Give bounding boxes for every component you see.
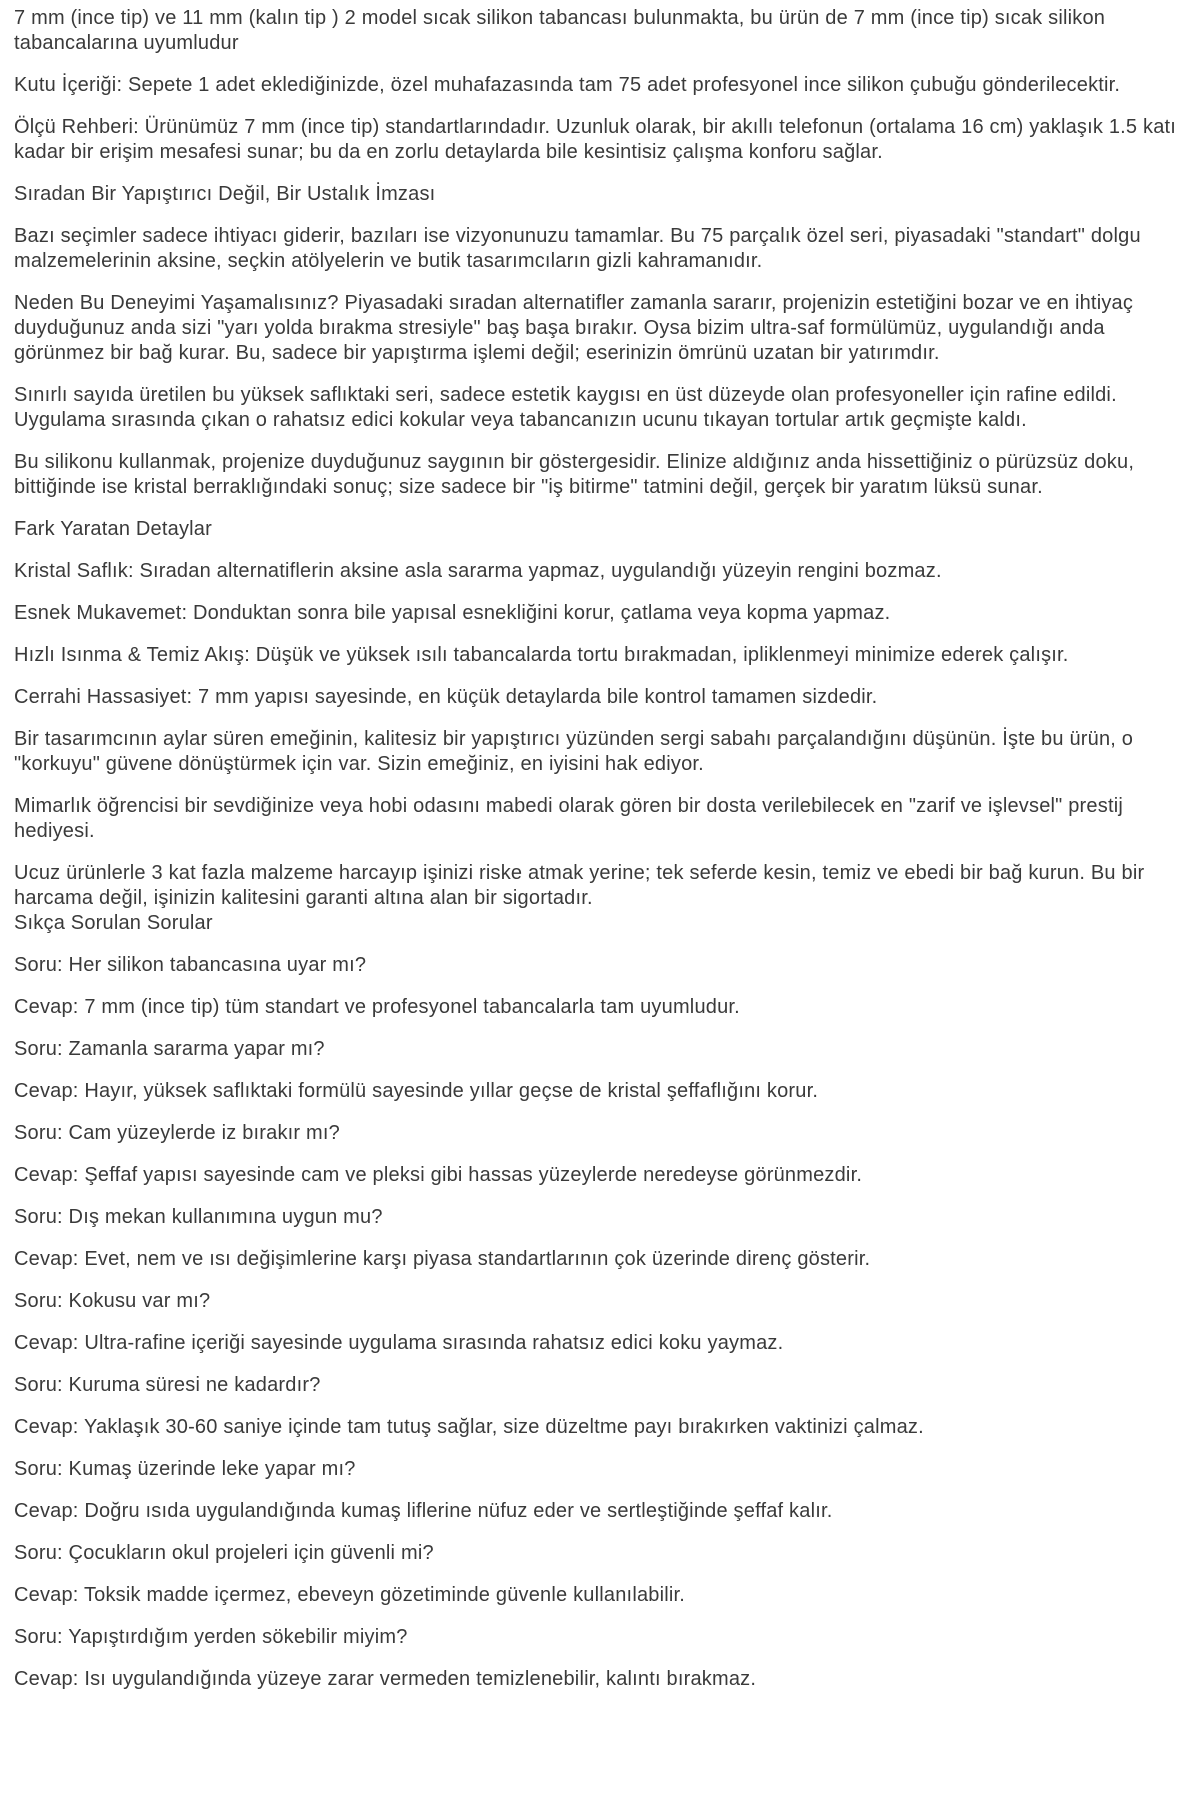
faq-answer: Cevap: Yaklaşık 30-60 saniye içinde tam tutuş sağlar, size düzeltme payı bırakırken vaktinizi çalmaz. xyxy=(14,1416,924,1438)
faq-answer: Cevap: 7 mm (ince tip) tüm standart ve profesyonel tabancalarla tam uyumludur. xyxy=(14,996,740,1018)
value-proposition: Ucuz ürünlerle 3 kat fazla malzeme harcayıp işinizi riske atmak yerine; tek seferde kesin, temiz ve ebedi bir bağ kurun. Bu bir harcama değil, işinizin kalitesini garanti altına alan bir sigortadır. xyxy=(14,862,1145,909)
box-contents: Kutu İçeriği: Sepete 1 adet eklediğinizde, özel muhafazasında tam 75 adet profesyonel ince silikon çubuğu gönderilecektir. xyxy=(14,74,1121,96)
faq-answer: Cevap: Evet, nem ve ısı değişimlerine karşı piyasa standartlarının çok üzerinde direnç gösterir. xyxy=(14,1248,871,1270)
why-experience: Neden Bu Deneyimi Yaşamalısınız? Piyasadaki sıradan alternatifler zamanla sararır, projenizin estetiğini bozar ve en ihtiyaç duyduğunuz anda sizi "yarı yolda bırakma stresiyle" baş başa bırakır. Oysa bizim ultra-saf formülümüz, uygulandığı anda görünmez bir bağ kurar. Bu, sadece bir yapıştırma işlemi değil; eserinizin ömrünü uzatan bir yatırımdır. xyxy=(14,292,1134,364)
feature-clean-flow: Hızlı Isınma & Temiz Akış: Düşük ve yüksek ısılı tabancalarda tortu bırakmadan, ipliklenmeyi minimize ederek çalışır. xyxy=(14,644,1069,666)
headline-details: Fark Yaratan Detaylar xyxy=(14,518,212,540)
limited-series: Sınırlı sayıda üretilen bu yüksek saflıktaki seri, sadece estetik kaygısı en üst düzeyde olan profesyoneller için rafine edildi. Uygulama sırasında çıkan o rahatsız edici kokular veya tabancanızın ucunu tıkayan tortular artık geçmişte kaldı. xyxy=(14,384,1117,431)
faq-question: Soru: Her silikon tabancasına uyar mı? xyxy=(14,954,367,976)
respect-paragraph: Bu silikonu kullanmak, projenize duyduğunuz saygının bir göstergesidir. Elinize aldığınız anda hissettiğiniz o pürüzsüz doku, bittiğinde ise kristal berraklığındaki sonuç; size sadece bir "iş bitirme" tatmini değil, gerçek bir yaratım lüksü sunar. xyxy=(14,451,1135,498)
faq-answer: Cevap: Toksik madde içermez, ebeveyn gözetiminde güvenle kullanılabilir. xyxy=(14,1584,686,1606)
faq-question: Soru: Yapıştırdığım yerden sökebilir miyim? xyxy=(14,1626,408,1648)
faq-answer: Cevap: Doğru ısıda uygulandığında kumaş liflerine nüfuz eder ve sertleştiğinde şeffaf kalır. xyxy=(14,1500,833,1522)
faq-question: Soru: Cam yüzeylerde iz bırakır mı? xyxy=(14,1122,340,1144)
headline-craftsmanship: Sıradan Bir Yapıştırıcı Değil, Bir Ustalık İmzası xyxy=(14,183,436,205)
faq-title: Sıkça Sorulan Sorular xyxy=(14,912,213,934)
faq-question: Soru: Çocukların okul projeleri için güvenli mi? xyxy=(14,1542,434,1564)
faq-question: Soru: Kumaş üzerinde leke yapar mı? xyxy=(14,1458,356,1480)
faq-section xyxy=(14,953,1185,1692)
feature-surgical-precision: Cerrahi Hassasiyet: 7 mm yapısı sayesinde, en küçük detaylarda bile kontrol tamamen sizdedir. xyxy=(14,686,878,708)
faq-question: Soru: Dış mekan kullanımına uygun mu? xyxy=(14,1206,383,1228)
size-guide: Ölçü Rehberi: Ürünümüz 7 mm (ince tip) standartlarındadır. Uzunluk olarak, bir akıllı telefonun (ortalama 16 cm) yaklaşık 1.5 katı kadar bir erişim mesafesi sunar; bu da en zorlu detaylarda bile kesintisiz çalışma konforu sağlar. xyxy=(14,116,1177,163)
faq-answer: Cevap: Şeffaf yapısı sayesinde cam ve pleksi gibi hassas yüzeylerde neredeyse görünmezdir. xyxy=(14,1164,863,1186)
faq-question: Soru: Kokusu var mı? xyxy=(14,1290,211,1312)
faq-question: Soru: Zamanla sararma yapar mı? xyxy=(14,1038,325,1060)
vision-paragraph: Bazı seçimler sadece ihtiyacı giderir, bazıları ise vizyonunuzu tamamlar. Bu 75 parçalık özel seri, piyasadaki "standart" dolgu malzemelerinin aksine, seçkin atölyelerin ve butik tasarımcıların gizli kahramanıdır. xyxy=(14,225,1141,272)
faq-answer: Cevap: Isı uygulandığında yüzeye zarar vermeden temizlenebilir, kalıntı bırakmaz. xyxy=(14,1668,757,1690)
faq-answer: Cevap: Ultra-rafine içeriği sayesinde uygulama sırasında rahatsız edici koku yaymaz. xyxy=(14,1332,784,1354)
gift-suggestion: Mimarlık öğrencisi bir sevdiğinize veya hobi odasını mabedi olarak gören bir dosta verilebilecek en "zarif ve işlevsel" prestij hediyesi. xyxy=(14,795,1123,842)
feature-crystal-purity: Kristal Saflık: Sıradan alternatiflerin aksine asla sararma yapmaz, uygulandığı yüzeyin rengini bozmaz. xyxy=(14,560,942,582)
feature-flexible-strength: Esnek Mukavemet: Donduktan sonra bile yapısal esnekliğini korur, çatlama veya kopma yapmaz. xyxy=(14,602,891,624)
compatibility-note: 7 mm (ince tip) ve 11 mm (kalın tip ) 2 model sıcak silikon tabancası bulunmakta, bu ürün de 7 mm (ince tip) sıcak silikon tabancalarına uyumludur xyxy=(14,7,1106,54)
faq-answer: Cevap: Hayır, yüksek saflıktaki formülü sayesinde yıllar geçse de kristal şeffaflığını korur. xyxy=(14,1080,819,1102)
faq-question: Soru: Kuruma süresi ne kadardır? xyxy=(14,1374,321,1396)
designer-story: Bir tasarımcının aylar süren emeğinin, kalitesiz bir yapıştırıcı yüzünden sergi sabahı parçalandığını düşünün. İşte bu ürün, o "korkuyu" güvene dönüştürmek için var. Sizin emeğiniz, en iyisini hak ediyor. xyxy=(14,728,1134,775)
